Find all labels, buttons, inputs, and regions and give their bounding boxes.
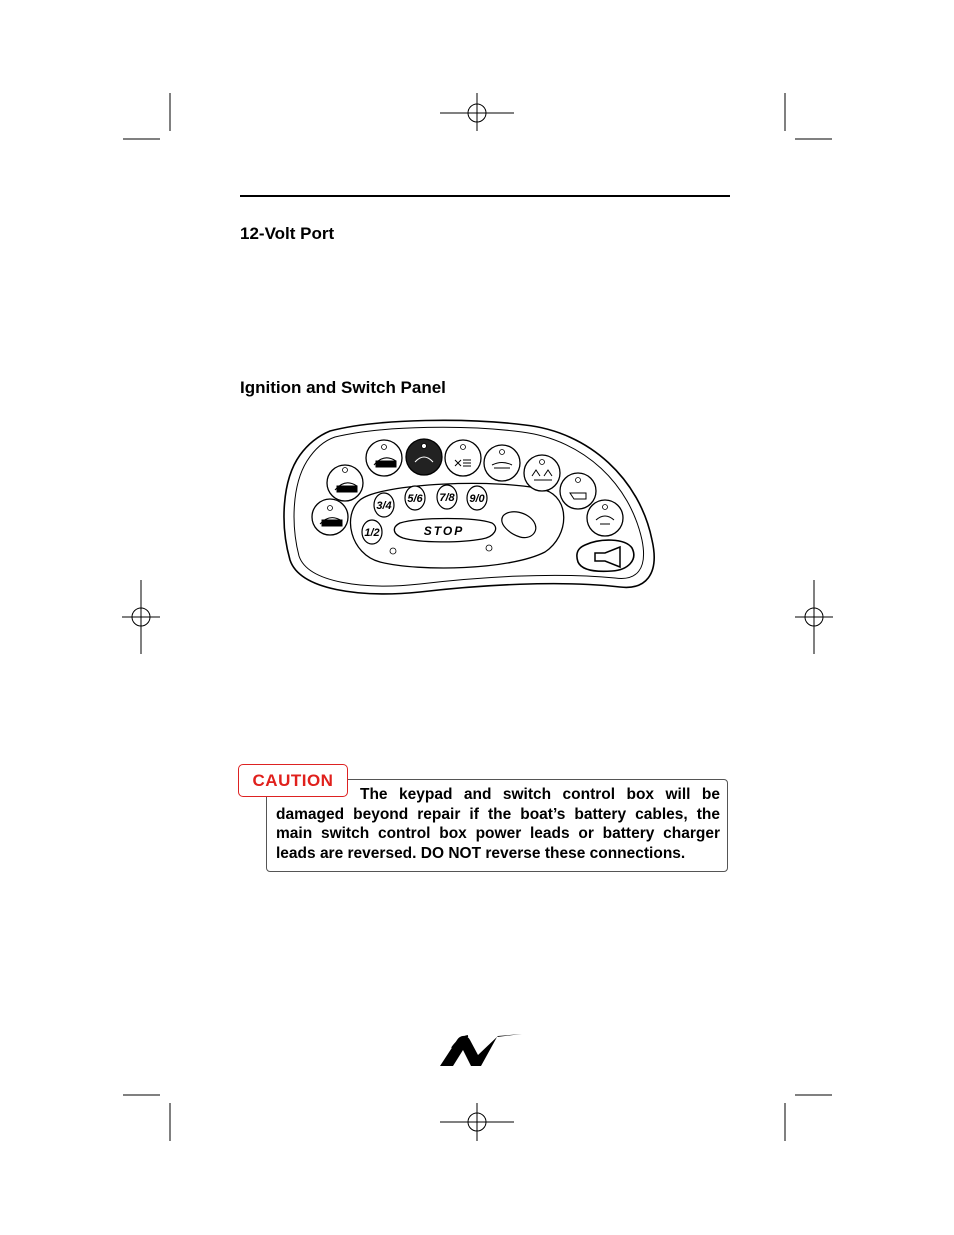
section-heading-ignition-panel: Ignition and Switch Panel [240,378,446,397]
keypad-label-1-2: 1/2 [364,527,380,539]
section-heading-12-volt-port: 12-Volt Port [240,224,335,243]
keypad-label-3-4: 3/4 [376,500,392,512]
keypad-label-5-6: 5/6 [407,493,423,505]
stop-label: STOP [423,524,465,538]
caution-text: The keypad and switch control box will be damaged beyond repair if the boat’s battery cables, the main switch control box power leads or battery charger leads are reversed. DO NOT reverse these connections. [276,786,720,862]
caution-label: CAUTION [238,764,348,797]
keypad-label-9-0: 9/0 [469,493,485,505]
keypad-label-7-8: 7/8 [439,492,455,504]
